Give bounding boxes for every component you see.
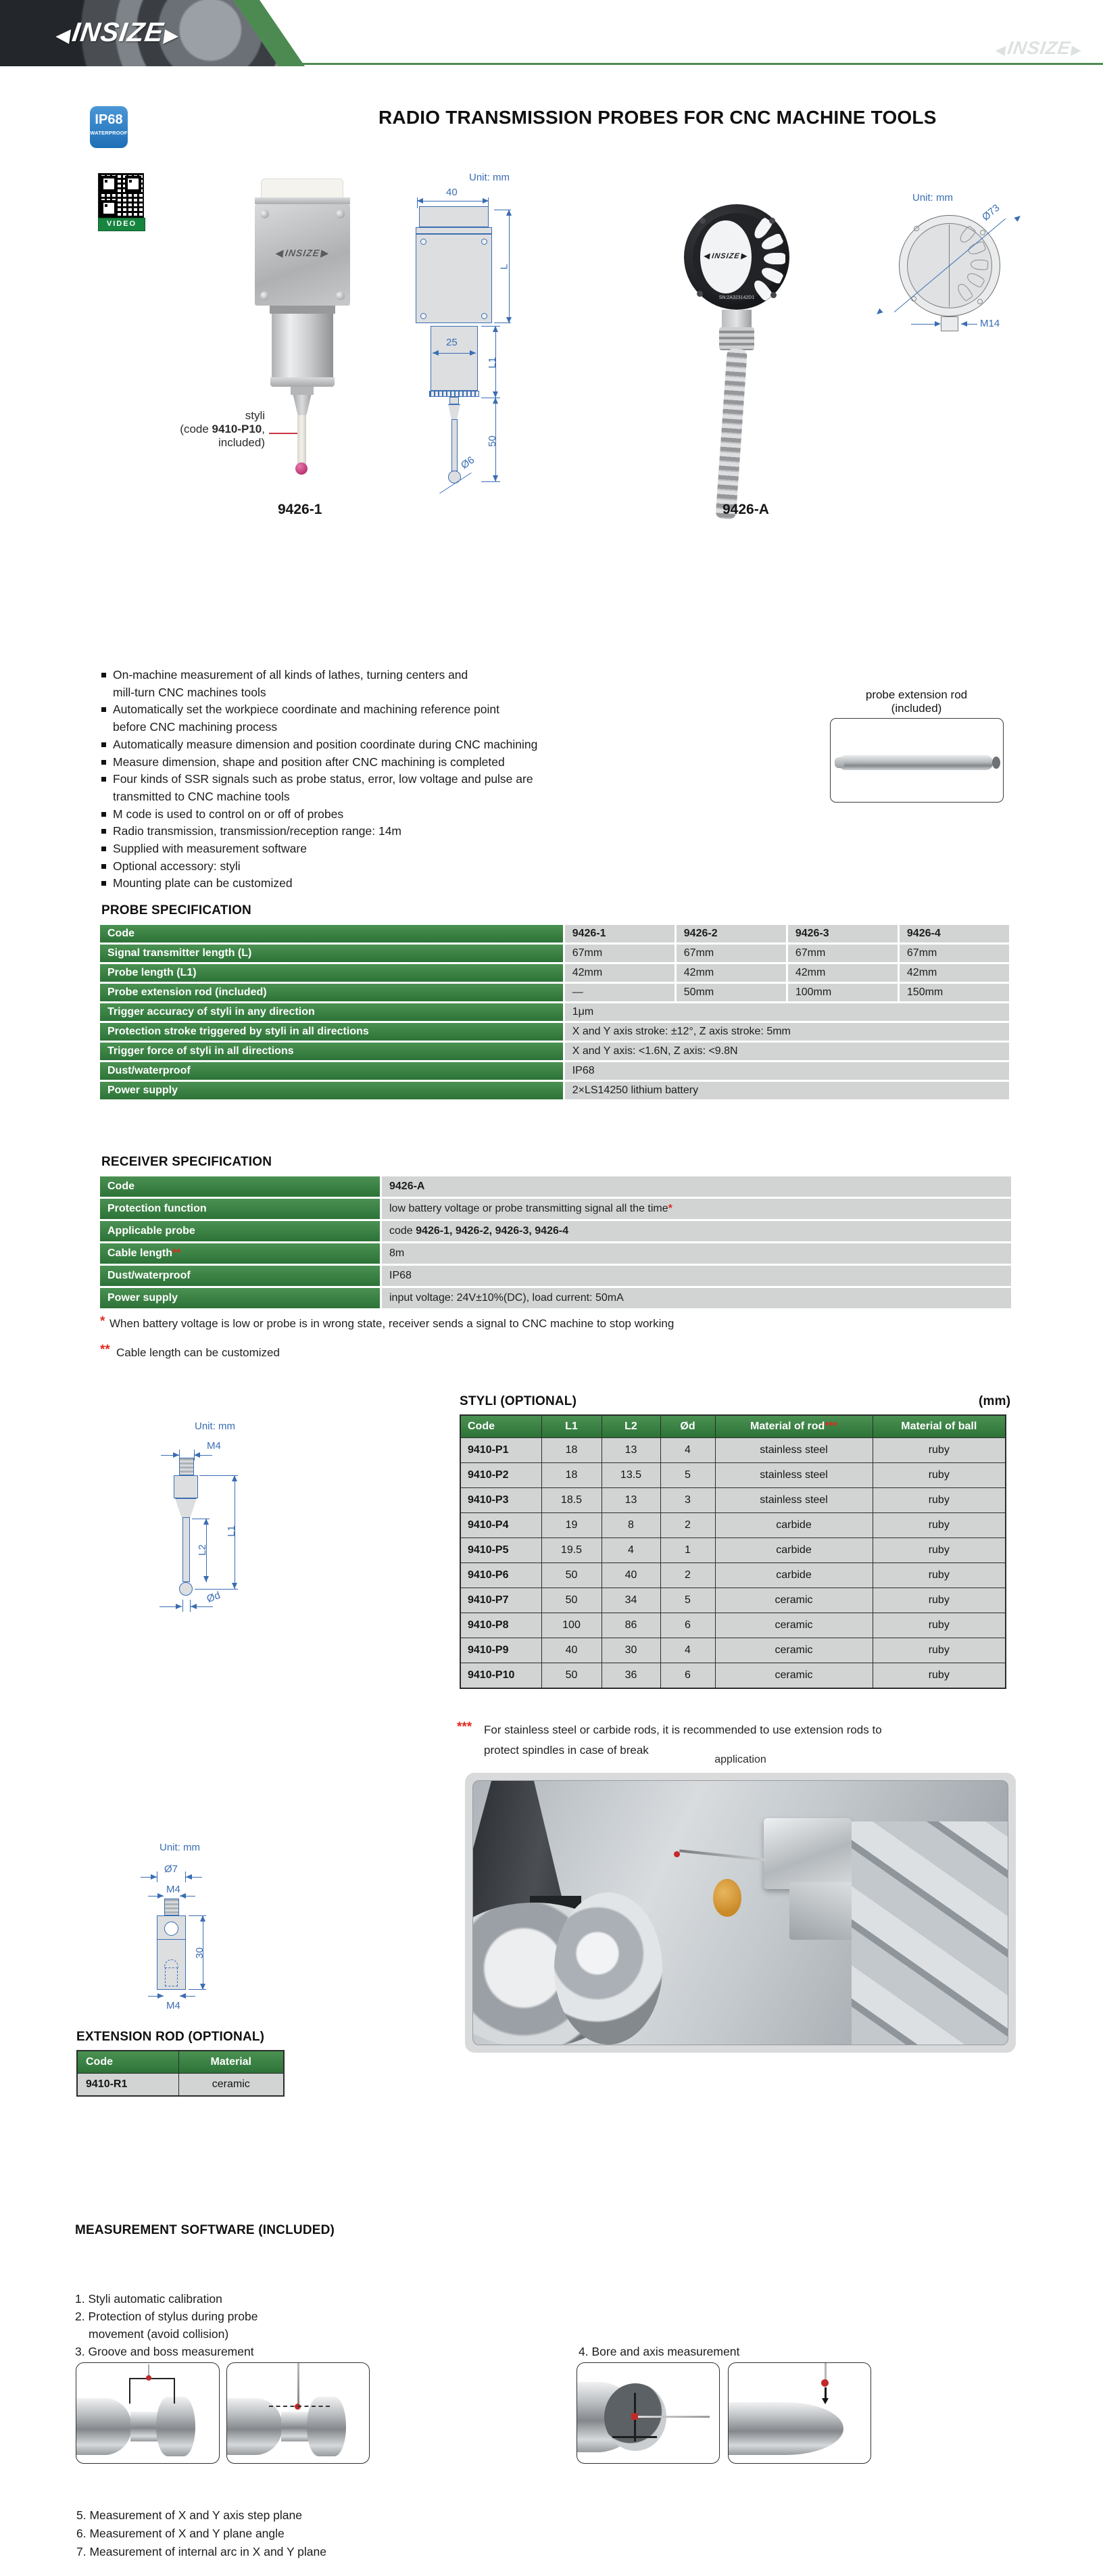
ip68-badge	[90, 106, 128, 148]
feature-list	[101, 667, 537, 892]
receiver-screw	[697, 291, 703, 297]
probe-spec-heading: PROBE SPECIFICATION	[101, 903, 251, 917]
groove-measurement-illustration	[76, 2362, 220, 2464]
ext-dim-30: 30	[193, 1947, 205, 1959]
application-photo-frame	[465, 1773, 1016, 2053]
software-item-6: 6. Measurement of X and Y plane angle	[76, 2527, 285, 2540]
qr-finder-icon	[101, 200, 117, 216]
probe-photo-styli-rod	[297, 415, 306, 464]
dim-M14: M14	[980, 318, 1000, 329]
styli-drawing-unit: Unit: mm	[195, 1421, 235, 1432]
ip-label: WATERPROOF	[90, 130, 128, 136]
receiver-spec-heading: RECEIVER SPECIFICATION	[101, 1155, 272, 1169]
feature-line: Mounting plate can be customized	[101, 875, 537, 892]
axis-measurement-illustration	[728, 2362, 871, 2464]
feature-line: Radio transmission, transmission/reception range: 14m	[101, 823, 537, 840]
receiver-drawing-screw	[977, 299, 983, 304]
ext-rod-drawing-unit: Unit: mm	[160, 1842, 200, 1853]
ext-rod-image-box	[830, 718, 1004, 803]
receiver-footnote-1: When battery voltage is low or probe is in wrong state, receiver sends a signal to CNC machine to stop working	[109, 1317, 675, 1330]
feature-line: Four kinds of SSR signals such as probe status, error, low voltage and pulse are	[101, 771, 537, 788]
brand-logo: ◀ INSIZE ▶	[55, 18, 181, 48]
feature-line: Optional accessory: styli	[101, 858, 537, 876]
ext-dim-m4-bottom: M4	[166, 2000, 180, 2011]
probe-brand-logo: ◀ INSIZE ▶	[254, 247, 351, 259]
receiver-connector	[722, 310, 752, 327]
dim-ball-dia: Ø6	[458, 454, 477, 472]
feature-line: M code is used to control on or off of probes	[101, 806, 537, 824]
software-item-5: 5. Measurement of X and Y axis step plane	[76, 2508, 303, 2522]
styli-drawing-cone	[175, 1498, 197, 1518]
probe-photo-collar	[291, 387, 314, 395]
probe-code-label: 9426-1	[278, 502, 322, 517]
ext-rod-heading: EXTENSION ROD (OPTIONAL)	[76, 2030, 265, 2044]
receiver-serial: SN:2A323142D1	[718, 295, 755, 300]
feature-line: Measure dimension, shape and position after CNC machining is completed	[101, 754, 537, 771]
qr-finder-icon	[101, 176, 117, 192]
probe-photo-ruby-ball	[295, 462, 308, 475]
receiver-drawing-stub	[941, 316, 958, 331]
dim-L1: L1	[486, 357, 498, 368]
dim-L: L	[498, 264, 510, 270]
software-item-1: 1. Styli automatic calibration	[75, 2292, 222, 2306]
ext-rod-drawing-socket	[165, 1967, 178, 1986]
receiver-drawing-screw	[980, 230, 985, 235]
styli-note: styli (code 9410-P10, included)	[180, 409, 265, 449]
probe-photo-rim	[270, 377, 335, 387]
ext-dim-m4-top: M4	[166, 1884, 180, 1895]
dim-dia73: Ø73	[979, 201, 1002, 224]
software-item-7: 7. Measurement of internal arc in X and Y plane	[76, 2545, 326, 2558]
styli-heading: STYLI (OPTIONAL)	[460, 1394, 577, 1408]
feature-line: Automatically measure dimension and position coordinate during CNC machining	[101, 736, 537, 754]
ip-rating: IP68	[95, 112, 123, 127]
feature-line: Supplied with measurement software	[101, 840, 537, 858]
ext-rod-included-note: probe extension rod (included)	[865, 688, 968, 715]
styli-dim-L1: L1	[225, 1525, 237, 1537]
qr-finder-icon	[125, 176, 141, 192]
receiver-connector-grooves	[719, 327, 754, 350]
styli-unit-note: (mm)	[979, 1394, 1011, 1408]
footnote-star: *	[100, 1314, 105, 1329]
probe-spec-table: Code 9426-1 9426-2 9426-3 9426-4 Signal transmitter length (L) 67mm 67mm 67mm 67mm Probe length (L1) 42mm 42mm 42mm 42mm Probe extension rod (included) — 50mm 100mm 150mm Trigger accuracy of styli in any direction 1μm Protection stroke triggered by styli in all directions X and Y axis stroke: ±12°, Z axis stroke: 5mm Trigger force of styli in all directions X and Y axis: <1.6N, Z axis: <9.8N Dust/waterproof IP68 Power supply 2×LS14250 lithium battery	[98, 923, 1011, 1101]
video-badge[interactable]: VIDEO	[98, 218, 145, 231]
page-title: RADIO TRANSMISSION PROBES FOR CNC MACHINE TOOLS	[378, 107, 937, 128]
styli-footnote-1: For stainless steel or carbide rods, it is recommended to use extension rods to	[484, 1723, 882, 1736]
receiver-spec-table: Code 9426-A Protection function low battery voltage or probe transmitting signal all the time* Applicable probe code 9426-1, 9426-2, 9426-3, 9426-4 Cable length** 8m Dust/waterproof IP68 Power supply input voltage: 24V±10%(DC), load current: 50mA	[98, 1174, 1013, 1310]
dim-25: 25	[446, 337, 458, 348]
qr-code[interactable]	[98, 173, 144, 219]
software-item-2: 2. Protection of stylus during probe	[75, 2310, 258, 2323]
software-item-4: 4. Bore and axis measurement	[579, 2345, 740, 2358]
footnote-star: **	[100, 1343, 110, 1357]
ext-rod-table: Code Material 9410-R1 ceramic	[76, 2050, 285, 2097]
probe-photo-cylinder	[272, 314, 333, 379]
styli-drawing-thread	[179, 1458, 194, 1475]
ext-rod-drawing-thread	[164, 1899, 179, 1915]
receiver-code-label: 9426-A	[722, 502, 769, 517]
header-green-line	[297, 63, 1103, 65]
styli-dim-L2: L2	[196, 1544, 208, 1556]
ext-dim-d7: Ø7	[164, 1863, 178, 1875]
receiver-brand-logo: ◀ INSIZE ▶	[701, 252, 751, 260]
software-item-3: 3. Groove and boss measurement	[75, 2345, 254, 2358]
styli-footnote-2: protect spindles in case of break	[484, 1744, 649, 1757]
software-heading: MEASUREMENT SOFTWARE (INCLUDED)	[75, 2223, 335, 2237]
feature-line: mill-turn CNC machines tools	[113, 685, 266, 699]
receiver-screw	[770, 292, 777, 298]
receiver-conduit	[715, 348, 747, 519]
styli-pointer-line	[269, 433, 297, 434]
receiver-screw	[700, 218, 706, 224]
probe-drawing-serration	[429, 391, 479, 397]
probe-photo-cone	[291, 395, 313, 415]
probe-photo-body	[255, 204, 350, 306]
receiver-drawing-unit: Unit: mm	[912, 192, 953, 204]
footnote-star: ***	[457, 1720, 472, 1734]
bore-measurement-illustration	[577, 2362, 720, 2464]
styli-table: Code L1 L2 Ød Material of rod*** Material of ball 9410-P1 18 13 4 stainless steel ruby 9410-P2 18 13.5 5 stainless steel ruby 9410-P3 18.5 13 3 stainless steel ruby 9410-P4 19 8 2 carbide ruby 9410-P5 19.5 4 1 carbide ruby 9410-P6 50 40 2 carbide ruby 9410-P7 50 34 5 ceramic ruby 9410-P8 100 86 6 ceramic ruby 9410-P9 40 30 4 ceramic ruby 9410-P10 50 36 6 ceramic ruby	[460, 1414, 1006, 1689]
receiver-footnote-2: Cable length can be customized	[116, 1346, 280, 1359]
application-photo	[472, 1780, 1008, 2045]
dim-40: 40	[446, 187, 458, 198]
boss-measurement-illustration	[226, 2362, 370, 2464]
ext-rod-drawing-hole	[164, 1922, 178, 1936]
feature-line: before CNC machining process	[113, 720, 278, 734]
probe-photo-plate	[255, 197, 350, 204]
styli-dim-M4: M4	[207, 1440, 221, 1452]
receiver-screw	[769, 218, 775, 224]
styli-dim-Od: Ød	[205, 1590, 222, 1605]
receiver-drawing-screw	[914, 226, 919, 231]
application-label: application	[714, 1754, 766, 1765]
feature-line: On-machine measurement of all kinds of lathes, turning centers and	[101, 667, 537, 684]
brand-watermark: ◀ INSIZE ▶	[995, 38, 1083, 59]
receiver-petal	[764, 253, 785, 264]
feature-line: transmitted to CNC machine tools	[113, 789, 290, 803]
software-item-2b: movement (avoid collision)	[89, 2327, 229, 2341]
probe-drawing-cone	[448, 404, 460, 420]
probe-drawing-unit: Unit: mm	[469, 172, 510, 183]
probe-photo-neck	[270, 306, 335, 314]
feature-line: Automatically set the workpiece coordinate and machining reference point	[101, 701, 537, 719]
dim-50: 50	[486, 435, 498, 447]
